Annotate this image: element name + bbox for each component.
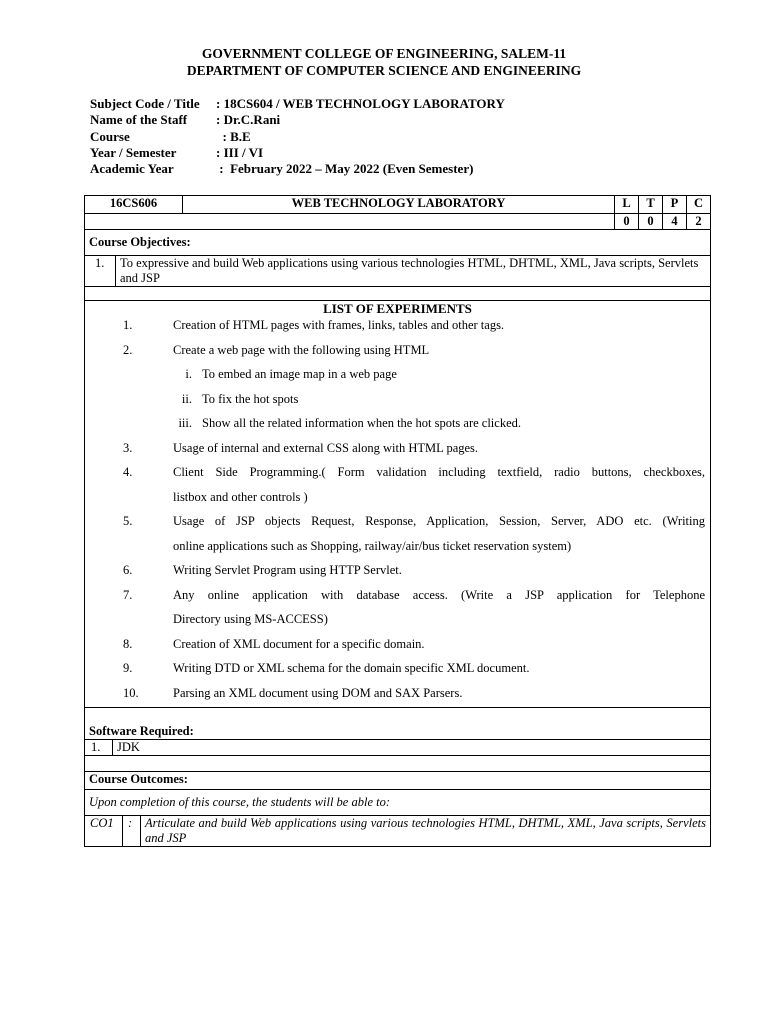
experiments-heading: LIST OF EXPERIMENTS [85, 301, 711, 318]
software-heading-row [85, 708, 711, 740]
list-item-continuation: Directory using MS-ACCESS) [173, 612, 328, 626]
course-title-row [85, 196, 711, 214]
ltpc-value-p: 4 [663, 214, 687, 230]
objective-row [85, 256, 711, 287]
meta-value: : B.E [216, 128, 251, 144]
ltpc-label-c: C [687, 196, 711, 214]
meta-label: Course [90, 128, 130, 144]
meta-label: Year / Semester [90, 144, 177, 160]
ltpc-value-t: 0 [639, 214, 663, 230]
experiments-row [85, 317, 711, 708]
objective-number: 1. [85, 256, 116, 286]
list-item: 9. Writing DTD or XML schema for the domain specific XML document. [123, 661, 530, 675]
syllabus-table [84, 195, 711, 847]
outcome-separator: : [123, 816, 141, 846]
list-item: 4. Client Side Programming.( Form validation including textfield, radio buttons, checkboxes, [123, 465, 705, 479]
spacer-row [85, 287, 711, 301]
meta-row-staff [90, 112, 505, 128]
list-item: 7. Any online application with database access. (Write a JSP application for Telephone [123, 587, 705, 602]
meta-row-year [90, 145, 505, 161]
empty-cell [85, 214, 615, 230]
objective-text: To expressive and build Web applications using various technologies HTML, DHTML, XML, Java scripts, Servlets and JSP [120, 256, 699, 285]
meta-label: Academic Year [90, 161, 174, 177]
list-item: 3. Usage of internal and external CSS along with HTML pages. [123, 440, 479, 455]
ltpc-values-row [85, 214, 711, 230]
list-subitem: i. To embed an image map in a web page [185, 367, 397, 381]
meta-label: Name of the Staff [90, 112, 188, 128]
outcomes-heading: Course Outcomes: [85, 772, 711, 790]
software-row [85, 740, 711, 756]
ltpc-label-t: T [639, 196, 663, 214]
meta-value: : February 2022 – May 2022 (Even Semester) [216, 161, 474, 177]
meta-row-subject [90, 96, 505, 112]
outcomes-heading-row [85, 772, 711, 790]
list-item-continuation: listbox and other controls ) [173, 489, 308, 504]
list-item: 8. Creation of XML document for a specific domain. [123, 636, 425, 651]
list-item: 2. Create a web page with the following using HTML [123, 342, 430, 357]
meta-row-course [90, 129, 505, 145]
objectives-heading: Course Objectives: [85, 230, 711, 256]
ltpc-value-l: 0 [615, 214, 639, 230]
meta-value: : Dr.C.Rani [216, 112, 281, 128]
meta-label: Subject Code / Title [90, 96, 200, 111]
outcomes-intro-row [85, 790, 711, 816]
list-item: 10. Parsing an XML document using DOM and SAX Parsers. [123, 685, 463, 700]
ltpc-label-p: P [663, 196, 687, 214]
list-item-continuation: online applications such as Shopping, railway/air/bus ticket reservation system) [173, 538, 572, 553]
software-number: 1. [85, 740, 113, 755]
college-name: GOVERNMENT COLLEGE OF ENGINEERING, SALEM-11 [201, 46, 567, 61]
objective-item [85, 256, 710, 286]
outcome-code: CO1 [85, 816, 123, 846]
software-heading: Software Required: [85, 708, 711, 740]
course-code: 16CS606 [85, 196, 183, 214]
spacer-row [85, 756, 711, 772]
experiments-list [85, 317, 711, 708]
document-header [0, 45, 768, 79]
outcome-text: Articulate and build Web applications using various technologies HTML, DHTML, XML, Java scripts, Servlets and JSP [145, 816, 706, 845]
outcomes-intro: Upon completion of this course, the students will be able to: [85, 790, 711, 816]
software-item [85, 740, 710, 755]
meta-value: : III / VI [216, 144, 264, 160]
list-item: 1. Creation of HTML pages with frames, links, tables and other tags. [123, 318, 505, 332]
objectives-heading-row [85, 230, 711, 256]
course-meta [90, 96, 505, 177]
meta-value: : 18CS604 / WEB TECHNOLOGY LABORATORY [216, 96, 505, 111]
department-name: DEPARTMENT OF COMPUTER SCIENCE AND ENGINEERING [186, 63, 582, 78]
meta-row-academic-year [90, 161, 505, 177]
ltpc-value-c: 2 [687, 214, 711, 230]
course-title: WEB TECHNOLOGY LABORATORY [183, 196, 615, 214]
list-item: 5. Usage of JSP objects Request, Response, Application, Session, Server, ADO etc. (Writing [123, 514, 705, 528]
list-subitem: ii. To fix the hot spots [181, 391, 299, 406]
list-subitem: iii. Show all the related information when the hot spots are clicked. [178, 416, 522, 430]
outcome-item [85, 816, 710, 846]
software-name: JDK [117, 740, 140, 754]
list-item: 6. Writing Servlet Program using HTTP Servlet. [123, 563, 402, 577]
outcome-row [85, 816, 711, 847]
ltpc-label-l: L [615, 196, 639, 214]
